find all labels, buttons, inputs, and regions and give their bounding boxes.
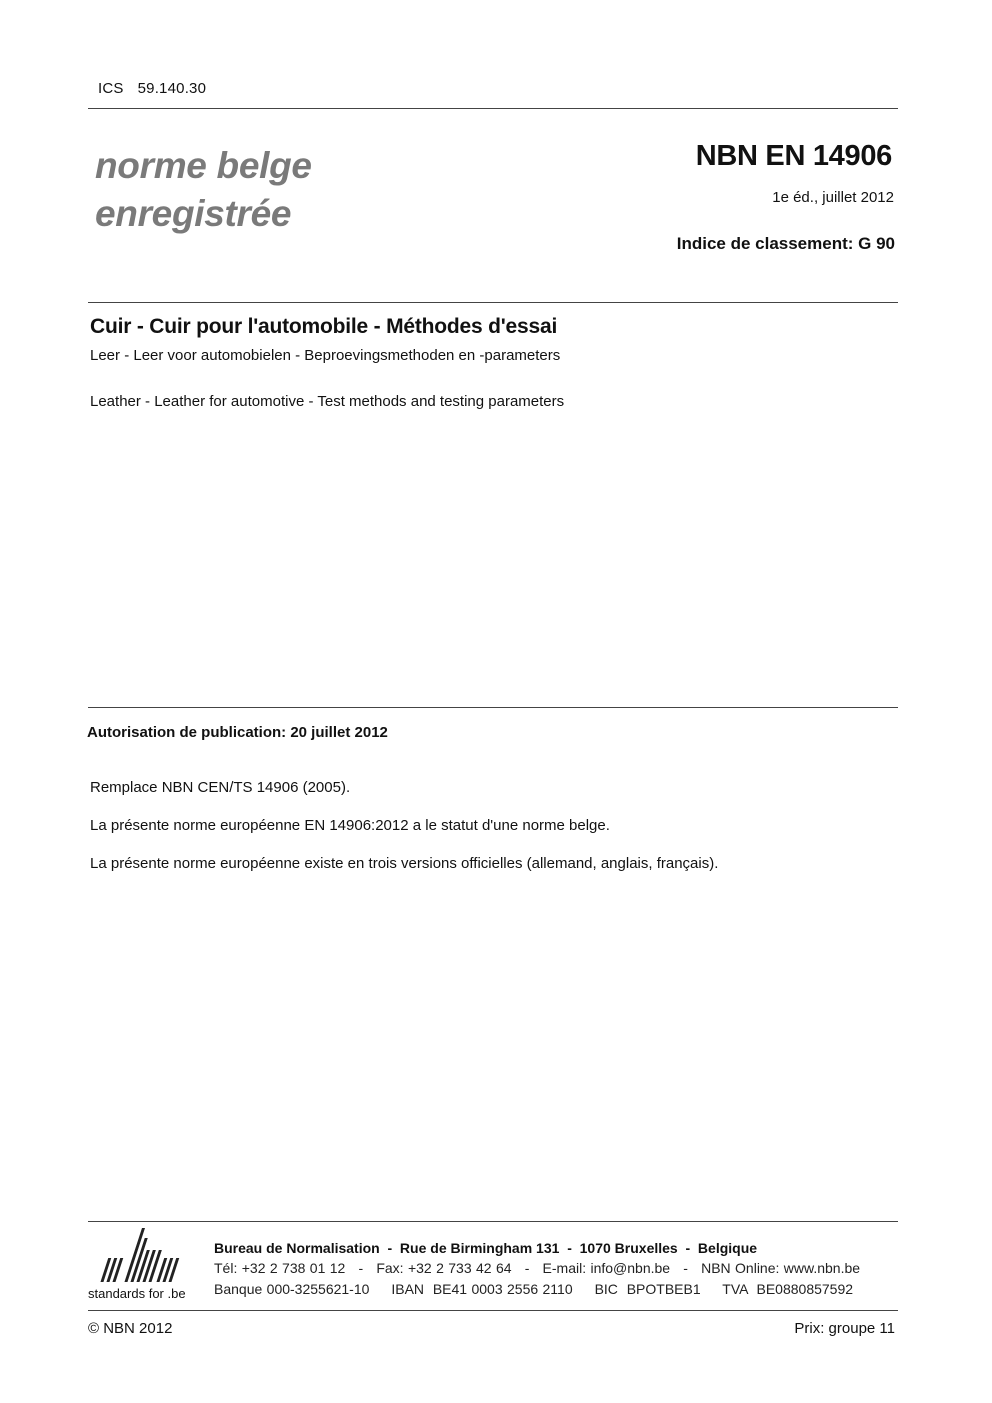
copyright: © NBN 2012 <box>88 1320 173 1337</box>
publication-authorization: Autorisation de publication: 20 juillet 2012 <box>87 724 388 741</box>
nbn-logo-mark <box>88 1228 200 1284</box>
nbn-logo <box>88 1228 200 1308</box>
logo-tagline: standards for .be <box>88 1286 186 1301</box>
footer-divider <box>88 1221 898 1222</box>
title-english: Leather - Leather for automotive - Test methods and testing parameters <box>90 393 565 410</box>
edition: 1e éd., juillet 2012 <box>772 189 894 206</box>
authorization-divider <box>88 707 898 708</box>
footer-bank: Banque 000-3255621-10 IBAN BE41 0003 2556 2110 BIC BPOTBEB1 TVA BE0880857592 <box>214 1281 854 1297</box>
classification-index: Indice de classement: G 90 <box>676 234 895 253</box>
norme-belge-line2: enregistrée <box>95 193 292 234</box>
title-dutch: Leer - Leer voor automobielen - Beproevingsmethoden en -parameters <box>90 347 561 364</box>
bottom-divider <box>88 1310 898 1311</box>
footer-address: Bureau de Normalisation - Rue de Birmingham 131 - 1070 Bruxelles - Belgique <box>214 1240 758 1256</box>
norme-belge-heading <box>95 142 312 238</box>
ics-code: 59.140.30 <box>137 80 207 97</box>
standard-code: NBN EN 14906 <box>695 140 892 172</box>
norme-belge-line1: norme belge <box>95 145 312 186</box>
ics-label: ICS <box>98 80 124 97</box>
title-divider <box>88 302 898 303</box>
ics-line <box>98 80 206 97</box>
status-note: La présente norme européenne EN 14906:2012 a le statut d'une norme belge. <box>90 817 610 834</box>
versions-note: La présente norme européenne existe en trois versions officielles (allemand, anglais, français). <box>90 855 719 872</box>
footer-contact: Tél: +32 2 738 01 12 - Fax: +32 2 733 42 64 - E-mail: info@nbn.be - NBN Online: www.nbn.be <box>214 1260 861 1276</box>
price-group: Prix: groupe 11 <box>794 1320 895 1337</box>
title-french: Cuir - Cuir pour l'automobile - Méthodes d'essai <box>90 315 558 338</box>
top-divider <box>88 108 898 109</box>
replaces-note: Remplace NBN CEN/TS 14906 (2005). <box>90 779 351 796</box>
